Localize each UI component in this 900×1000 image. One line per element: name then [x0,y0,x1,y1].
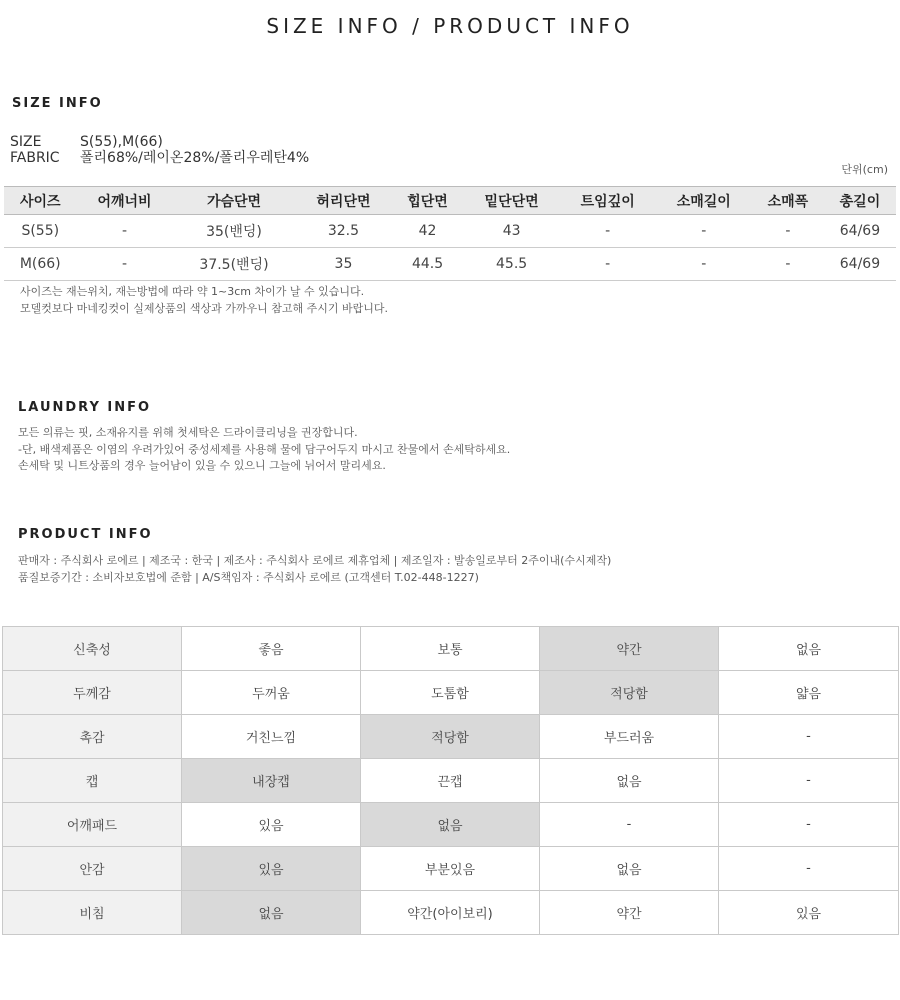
fabric-row [3,803,899,847]
fabric-property-label: 비침 [3,891,182,935]
table-cell: S(55) [4,215,77,248]
fabric-option: 있음 [182,803,361,847]
fabric-option: - [719,847,899,891]
header-sleeve-width: 소매폭 [752,187,824,215]
header-total-length: 총길이 [824,187,896,215]
fabric-option: 끈캡 [361,759,540,803]
table-cell: - [77,248,173,281]
header-hem: 밑단단면 [464,187,560,215]
fabric-row [3,891,899,935]
table-cell: 64/69 [824,215,896,248]
fabric-row [3,715,899,759]
table-cell: M(66) [4,248,77,281]
fabric-option-selected: 내장캡 [182,759,361,803]
fabric-property-label: 두께감 [3,671,182,715]
fabric-key: FABRIC [10,150,60,166]
fabric-option: 얇음 [719,671,899,715]
table-cell: - [560,248,656,281]
table-cell: 43 [464,215,560,248]
header-sleeve-length: 소매길이 [656,187,752,215]
table-cell: - [77,215,173,248]
header-chest: 가슴단면 [173,187,296,215]
fabric-property-table [2,626,899,935]
table-cell: - [752,215,824,248]
fabric-row [3,759,899,803]
table-cell: 35(밴딩) [173,215,296,248]
spec-block [10,134,309,166]
laundry-notes [18,425,510,475]
size-info-heading: SIZE INFO [12,96,103,111]
fabric-property-label: 신축성 [3,627,182,671]
fabric-option: 보통 [361,627,540,671]
fabric-option: - [540,803,719,847]
header-slit: 트임깊이 [560,187,656,215]
fabric-option-selected: 없음 [182,891,361,935]
size-table-header-row [4,187,896,215]
table-cell: 35 [295,248,391,281]
unit-label: 단위(cm) [841,163,888,176]
product-note-line: 품질보증기간 : 소비자보호법에 준함 | A/S책임자 : 주식회사 로에르 (고객센터 T.02-448-1227) [18,570,479,584]
fabric-property-label: 어깨패드 [3,803,182,847]
size-note-line: 사이즈는 재는위치, 재는방법에 따라 약 1~3cm 차이가 날 수 있습니다. [20,285,365,298]
fabric-option: 없음 [540,847,719,891]
product-info-heading: PRODUCT INFO [18,527,153,542]
fabric-option-selected: 적당함 [361,715,540,759]
table-row [4,248,896,281]
laundry-note-line: -단, 배색제품은 이염의 우려가있어 중성세제를 사용해 물에 담구어두지 마시고 찬물에서 손세탁하세요. [18,442,511,456]
table-cell: 32.5 [295,215,391,248]
fabric-option-selected: 없음 [361,803,540,847]
fabric-property-label: 촉감 [3,715,182,759]
fabric-option: - [719,803,899,847]
fabric-option: - [719,715,899,759]
fabric-option: - [719,759,899,803]
fabric-property-label: 안감 [3,847,182,891]
page-title: SIZE INFO / PRODUCT INFO [266,14,634,38]
size-key: SIZE [10,134,42,150]
header-hip: 힙단면 [392,187,464,215]
fabric-option: 좋음 [182,627,361,671]
fabric-row [3,671,899,715]
fabric-option: 있음 [719,891,899,935]
product-note-line: 판매자 : 주식회사 로에르 | 제조국 : 한국 | 제조사 : 주식회사 로에르 제휴업체 | 제조일자 : 발송일로부터 2주이내(수시제작) [18,554,612,567]
laundry-note-line: 모든 의류는 핏, 소재유지를 위해 첫세탁은 드라이클리닝을 권장합니다. [18,426,358,439]
table-cell: 42 [392,215,464,248]
size-value: S(55),M(66) [80,134,163,150]
fabric-property-label: 캡 [3,759,182,803]
fabric-row [3,847,899,891]
table-cell: - [656,215,752,248]
table-cell: - [656,248,752,281]
size-note-line: 모델컷보다 마네킹컷이 실제상품의 색상과 가까우니 참고해 주시기 바랍니다. [20,301,389,315]
size-notes [20,284,388,317]
table-cell: 37.5(밴딩) [173,248,296,281]
fabric-option: 두꺼움 [182,671,361,715]
fabric-row [3,627,899,671]
table-cell: 45.5 [464,248,560,281]
header-size: 사이즈 [4,187,77,215]
header-waist: 허리단면 [295,187,391,215]
size-table [4,186,896,281]
table-cell: - [560,215,656,248]
fabric-option-selected: 약간 [540,627,719,671]
fabric-option: 부분있음 [361,847,540,891]
fabric-option: 도톰함 [361,671,540,715]
table-row [4,215,896,248]
table-cell: 44.5 [392,248,464,281]
fabric-option: 없음 [540,759,719,803]
fabric-option-selected: 있음 [182,847,361,891]
table-cell: - [752,248,824,281]
fabric-spec-row [10,150,309,166]
fabric-option: 거친느낌 [182,715,361,759]
fabric-option-selected: 적당함 [540,671,719,715]
laundry-info-heading: LAUNDRY INFO [18,400,152,415]
size-spec-row [10,134,309,150]
header-shoulder: 어깨너비 [77,187,173,215]
fabric-option: 부드러움 [540,715,719,759]
fabric-option: 없음 [719,627,899,671]
fabric-option: 약간(아이보리) [361,891,540,935]
laundry-note-line: 손세탁 및 니트상품의 경우 늘어남이 있을 수 있으니 그늘에 뉘어서 말리세요. [18,459,386,472]
fabric-option: 약간 [540,891,719,935]
table-cell: 64/69 [824,248,896,281]
product-notes [18,553,611,586]
fabric-value: 폴리68%/레이온28%/폴리우레탄4% [80,150,310,166]
